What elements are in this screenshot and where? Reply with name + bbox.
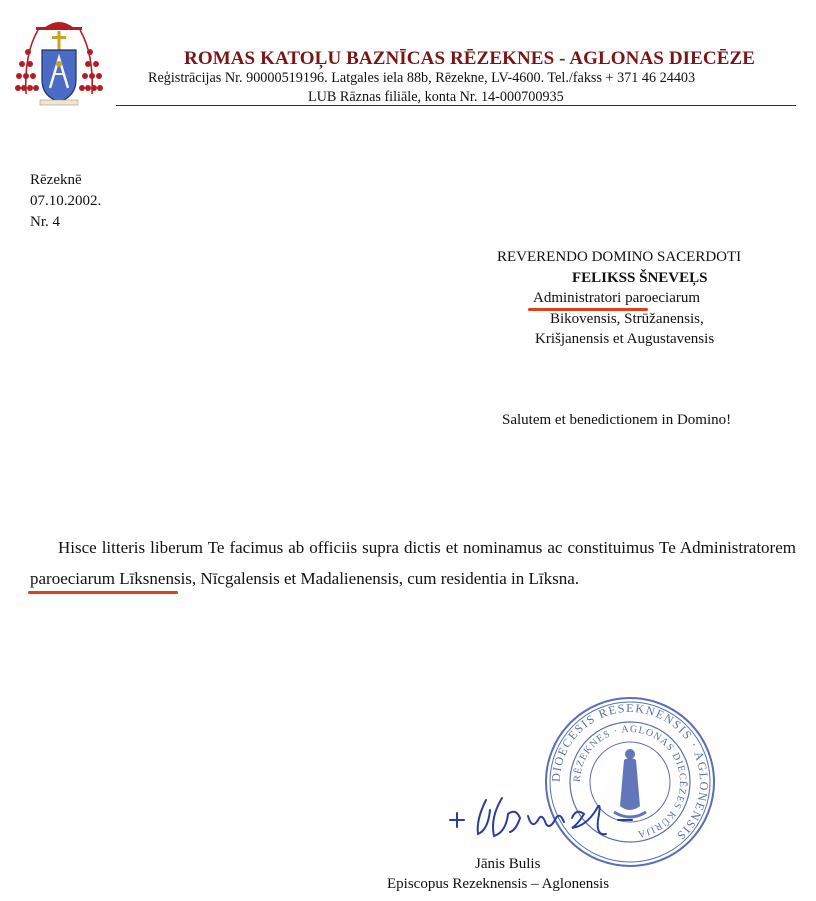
diocese-title: ROMAS KATOĻU BAZNĪCAS RĒZEKNES - AGLONAS DIECĒZE — [184, 48, 756, 69]
addressee-role-keyword: Administratori — [533, 290, 622, 306]
coat-of-arms-icon — [14, 14, 104, 106]
signatory-title: Episcopus Rezeknensis – Aglonensis — [387, 876, 610, 892]
seal-outer-text: DIOECESIS RESEKNENSIS · AGLONENSIS — [548, 700, 712, 844]
addressee-parishes-line2: Krišjanensis et Augustavensis — [535, 331, 715, 347]
letter-number: Nr. 4 — [30, 214, 60, 230]
official-seal-icon — [544, 696, 716, 868]
addressee-role-rest: paroeciarum — [621, 290, 701, 306]
handwritten-signature-icon — [446, 790, 646, 842]
registration-info: Reģistrācijas Nr. 90000519196. Latgales iela 88b, Rēzekne, LV-4600. Tel./fakss + 371 46 24403 — [148, 70, 696, 86]
addressee-salutation: REVERENDO DOMINO SACERDOTI — [497, 249, 742, 265]
seal-inner-text: RĒZEKNES · AGLONAS DIECĒZES KŪRIJA — [571, 723, 689, 840]
body-part2: paroeciarum Līksnensis, Nīcgalensis et Madalienensis, cum residentia in Līksna. — [30, 569, 580, 588]
signatory-name: Jānis Bulis — [475, 856, 541, 872]
salutation: Salutem et benedictionem in Domino! — [502, 412, 732, 428]
letter-date: 07.10.2002. — [30, 193, 102, 209]
letter-place: Rēzeknē — [30, 172, 82, 188]
addressee-name: FELIKSS ŠNEVEĻS — [572, 270, 708, 286]
header-divider — [116, 105, 796, 106]
letter-body — [30, 532, 796, 594]
body-keyword: Administratorem — [679, 538, 796, 557]
body-part1: Hisce litteris liberum Te facimus ab officiis supra dictis et nominamus ac constituimus Te — [58, 538, 680, 557]
highlight-underline-body — [28, 591, 178, 594]
bank-account-info: LUB Rāznas filiāle, konta Nr. 14-000700935 — [308, 89, 564, 105]
addressee-role — [533, 290, 700, 307]
addressee-parishes-line1: Bikovensis, Strūžanensis, — [550, 311, 704, 327]
